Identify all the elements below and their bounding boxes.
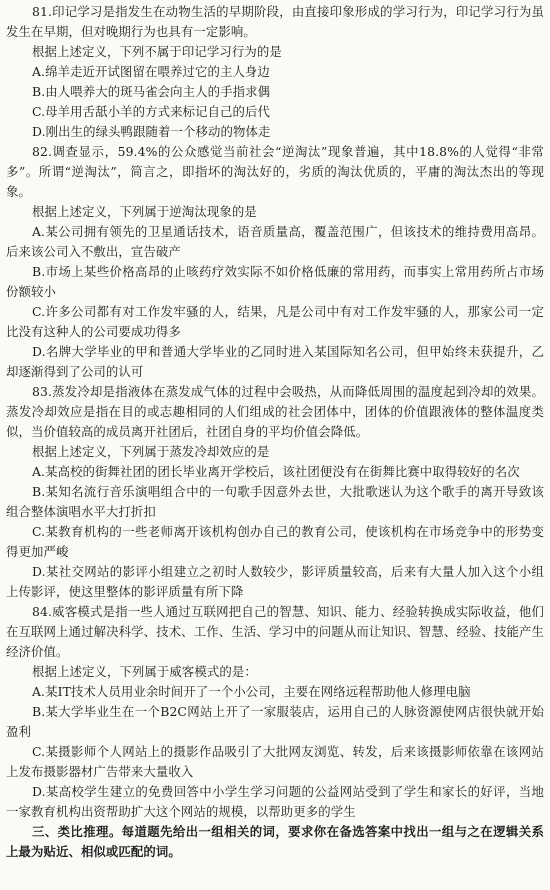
- option-a: A.某高校的街舞社团的团长毕业离开学校后，该社团便没有在街舞比赛中取得较好的名次: [32, 464, 520, 479]
- question-prompt: 根据上述定义，下列属于蒸发冷却效应的是: [32, 444, 270, 459]
- question-84: [6, 602, 544, 822]
- option-a: A.某IT技术人员用业余时间开了一个小公司，主要在网络远程帮助他人修理电脑: [32, 684, 471, 699]
- question-82: [6, 142, 544, 382]
- option-b: B.某知名流行音乐演唱组合中的一句歌手因意外去世，大批歌迷认为这个歌手的离开导致该组合整体演唱水平大打折扣: [6, 484, 544, 519]
- question-stem: 83.蒸发冷却是指液体在蒸发成气体的过程中会吸热，从而降低周围的温度起到冷却的效果。蒸发冷却效应是指在目的或志趣相同的人们组成的社会团体中，团体的价值跟液体的整体温度类似，当价值较高的成员离开社团后，社团自身的平均价值会降低。: [6, 384, 544, 439]
- option-a: A.某公司拥有领先的卫星通话技术，语音质量高，覆盖范围广，但该技术的维持费用高昂。后来该公司入不敷出，宣告破产: [6, 224, 544, 259]
- option-d: D.名牌大学毕业的甲和普通大学毕业的乙同时进入某国际知名公司，但甲始终未获提升，乙却逐渐得到了公司的认可: [6, 344, 544, 379]
- option-b: B.市场上某些价格高昂的止咳药疗效实际不如价格低廉的常用药，而事实上常用药所占市场份额较小: [6, 264, 544, 299]
- option-c: C.某摄影师个人网站上的摄影作品吸引了大批网友浏览、转发，后来该摄影师依靠在该网站上发布摄影器材广告带来大量收入: [6, 744, 544, 779]
- option-c: C.母羊用舌舐小羊的方式来标记自己的后代: [32, 104, 271, 119]
- question-stem: 82.调查显示，59.4%的公众感觉当前社会“逆淘汰”现象普遍，其中18.8%的人觉得“非常多”。所谓“逆淘汰”，简言之，即指坏的淘汰好的，劣质的淘汰优质的，平庸的淘汰杰出的等现象。: [6, 144, 544, 199]
- option-b: B.由人喂养大的斑马雀会向主人的手指求偶: [32, 84, 271, 99]
- option-c: C.许多公司都有对工作发牢骚的人，结果，凡是公司中有对工作发牢骚的人，那家公司一定比没有这种人的公司要成功得多: [6, 304, 544, 339]
- section-heading: 三、类比推理。每道题先给出一组相关的词，要求你在备选答案中找出一组与之在逻辑关系上最为贴近、相似或匹配的词。: [6, 824, 544, 859]
- question-81: [6, 2, 544, 142]
- option-d: D.某社交网站的影评小组建立之初时人数较少，影评质量较高，后来有大量人加入这个小组上传影评，使这里整体的影评质量有所下降: [6, 564, 544, 599]
- question-prompt: 根据上述定义，下列属于威客模式的是：: [32, 664, 257, 679]
- option-a: A.绵羊走近开试图留在喂养过它的主人身边: [32, 64, 270, 79]
- question-83: [6, 382, 544, 602]
- option-d: D.刚出生的绿头鸭跟随着一个移动的物体走: [32, 124, 271, 139]
- question-stem: 81.印记学习是指发生在动物生活的早期阶段，由直接印象形成的学习行为，印记学习行为虽发生在早期，但对晚期行为也具有一定影响。: [6, 4, 544, 39]
- question-prompt: 根据上述定义，下列不属于印记学习行为的是: [32, 44, 282, 59]
- option-b: B.某大学毕业生在一个B2C网站上开了一家服装店，运用自己的人脉资源使网店很快就开始盈利: [6, 704, 544, 739]
- question-stem: 84.威客模式是指一些人通过互联网把自己的智慧、知识、能力、经验转换成实际收益，他们在互联网上通过解决科学、技术、工作、生活、学习中的问题从而让知识、智慧、经验、技能产生经济价值。: [6, 604, 544, 659]
- question-prompt: 根据上述定义，下列属于逆淘汰现象的是: [32, 204, 257, 219]
- option-c: C.某教育机构的一些老师离开该机构创办自己的教育公司，使该机构在市场竞争中的形势变得更加严峻: [6, 524, 544, 559]
- option-d: D.某高校学生建立的免费回答中小学生学习问题的公益网站受到了学生和家长的好评，当地一家教育机构出资帮助扩大这个网站的规模，以帮助更多的学生: [6, 784, 544, 819]
